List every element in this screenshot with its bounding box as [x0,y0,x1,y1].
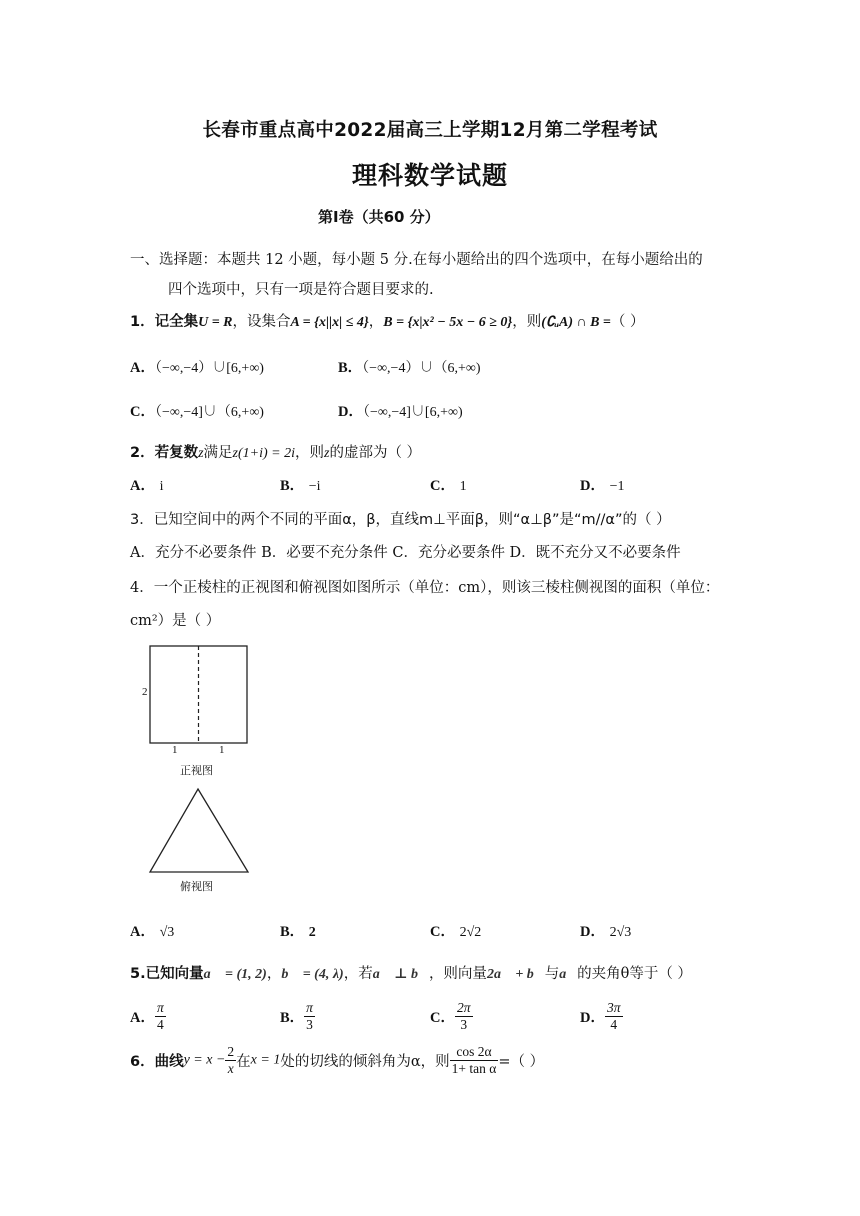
q2-option-c [430,474,467,495]
question-6-stem [130,1044,544,1077]
fraction-denominator: 4 [610,1017,618,1032]
option-letter: D． [580,1010,605,1026]
q6-curve-left: y = x − [183,1052,226,1068]
front-view-dim-right: 1 [219,744,225,756]
q5-text-e: 的夹角θ等于（ ） [577,966,692,982]
fraction-denominator: 3 [460,1017,468,1032]
q5-text-b: ，若 [343,966,373,982]
q1-option-b [338,356,480,377]
q1-number-text: 1．记全集 [130,314,199,330]
fraction-denominator: 1+ tan α [451,1061,497,1076]
q5-vector-a: a⃗ = (1, 2) [203,967,267,982]
q5-text-c: ，则向量 [428,966,487,982]
q4-option-a [130,920,174,941]
top-view-label: 俯视图 [180,880,213,893]
front-view-label: 正视图 [180,764,213,777]
q1-set-u: U = R [198,315,233,330]
q5-combo: 2a⃗ + b⃗ [486,967,545,982]
section-intro-line2: 四个选项中，只有一项是符合题目要求的. [168,282,434,298]
fraction-numerator: π [306,1000,313,1015]
option-text: −i [308,479,321,494]
front-view-figure [138,640,258,780]
q1-option-c [130,400,264,421]
option-fraction [605,1000,623,1033]
option-text: （−∞,−4）∪（6,+∞) [362,361,481,376]
q2-option-b [280,474,321,495]
q2-text-b: 满足 [203,445,233,461]
section-intro-line1: 一、选择题：本题共 12 小题，每小题 5 分.在每小题给出的四个选项中，在每小题给出的 [130,252,703,268]
option-text: 2√2 [459,925,482,940]
q1-text-b: ，设集合 [232,314,291,330]
top-view-triangle [150,789,248,872]
option-fraction [304,1000,315,1033]
q5-option-c [430,1000,473,1033]
q5-number-text: 5.已知向量 [130,966,204,982]
option-letter: D． [338,404,363,420]
option-letter: C． [430,1010,455,1026]
option-letter: A． [130,360,155,376]
option-text: （−∞,−4]∪[6,+∞) [362,405,463,420]
q5-option-b [280,1000,315,1033]
option-text: 2√3 [609,925,632,940]
option-letter: B． [280,924,305,940]
option-text: （−∞,−4）∪[6,+∞) [154,361,264,376]
question-4-stem-line1: 4．一个正棱柱的正视图和俯视图如图所示（单位：cm），则该三棱柱侧视图的面积（单位： [130,580,720,596]
option-fraction [155,1000,166,1033]
option-text: 1 [459,479,467,494]
q5-vector-a2: a⃗ [559,967,578,982]
option-fraction [455,1000,473,1033]
option-letter: B． [280,1010,305,1026]
q1-sep: ， [368,314,384,330]
q6-curve-fraction [225,1044,236,1077]
option-text: i [159,479,164,494]
option-text: 2 [308,925,316,940]
q5-text-d: 与 [544,966,560,982]
fraction-numerator: 2 [227,1044,235,1059]
option-letter: C． [130,404,155,420]
fraction-numerator: 3π [606,1000,621,1015]
q1-set-b: B = {x|x² − 5x − 6 ≥ 0} [383,315,513,330]
q2-number-text: 2．若复数 [130,445,199,461]
q1-text-c: ，则 [512,314,542,330]
q4-option-d [580,920,631,941]
q1-set-a: A = {x||x| ≤ 4} [290,315,369,330]
option-text: （−∞,−4]∪（6,+∞) [154,405,264,420]
q6-point: x = 1 [250,1052,281,1068]
question-4-stem-line2: cm²）是（ ） [130,613,221,629]
q2-var-z-2: z [324,446,330,461]
question-1-stem [130,310,645,331]
fraction-denominator: x [227,1061,234,1076]
q3-options: A．充分不必要条件 B．必要不充分条件 C．充分必要条件 D．既不充分又不必要条件 [130,545,681,561]
option-letter: D． [580,478,605,494]
q1-expr: (∁ᵤA) ∩ B = [541,315,611,330]
option-letter: A． [130,478,155,494]
q2-option-a [130,474,163,495]
q6-text-c: 处的切线的倾斜角为α，则 [280,1054,450,1070]
fraction-numerator: π [156,1000,164,1015]
q1-paren: （ ） [610,314,645,330]
front-view-dim-left: 1 [172,744,178,756]
q6-text-b: 在 [236,1054,251,1070]
question-3-stem: 3．已知空间中的两个不同的平面α，β，直线m⊥平面β，则“α⊥β”是“m//α”的（ ） [130,512,671,528]
front-view-dim-height: 2 [142,686,148,698]
option-letter: D． [580,924,605,940]
q1-option-a [130,356,264,377]
q5-perp: a⃗ ⊥ b⃗ [372,967,429,982]
q2-text-c: ，则 [295,445,324,461]
fraction-numerator: 2π [456,1000,471,1015]
volume-heading: 第Ⅰ卷（共60 分） [318,208,440,226]
q1-option-d [338,400,463,421]
subject-title: 理科数学试题 [351,161,508,190]
q4-option-b [280,920,316,941]
question-2-stem [130,441,421,462]
option-letter: C． [430,478,455,494]
q2-option-d [580,474,625,495]
question-5-stem [130,962,692,983]
q4-option-c [430,920,481,941]
option-letter: A． [130,1010,155,1026]
option-text: −1 [609,479,625,494]
q5-option-a [130,1000,166,1033]
option-text: √3 [159,925,175,940]
fraction-denominator: 3 [306,1017,313,1032]
fraction-numerator: cos 2α [450,1044,499,1061]
q2-equation: z(1+i) = 2i [232,446,295,461]
q6-expr-fraction [450,1044,499,1077]
q5-vector-b: b⃗ = (4, λ) [281,967,344,982]
fraction-denominator: 4 [156,1017,164,1032]
q6-tail: =（ ） [498,1054,545,1070]
q2-text-d: 的虚部为（ ） [329,445,422,461]
exam-title: 长春市重点高中2022届高三上学期12月第二学程考试 [202,120,658,141]
q5-option-d [580,1000,623,1033]
q5-sep: ， [266,966,282,982]
q2-var-z: z [198,446,204,461]
q6-number-text: 6．曲线 [130,1054,184,1070]
option-letter: B． [280,478,305,494]
option-letter: A． [130,924,155,940]
option-letter: C． [430,924,455,940]
top-view-figure [138,785,258,880]
option-letter: B． [338,360,363,376]
